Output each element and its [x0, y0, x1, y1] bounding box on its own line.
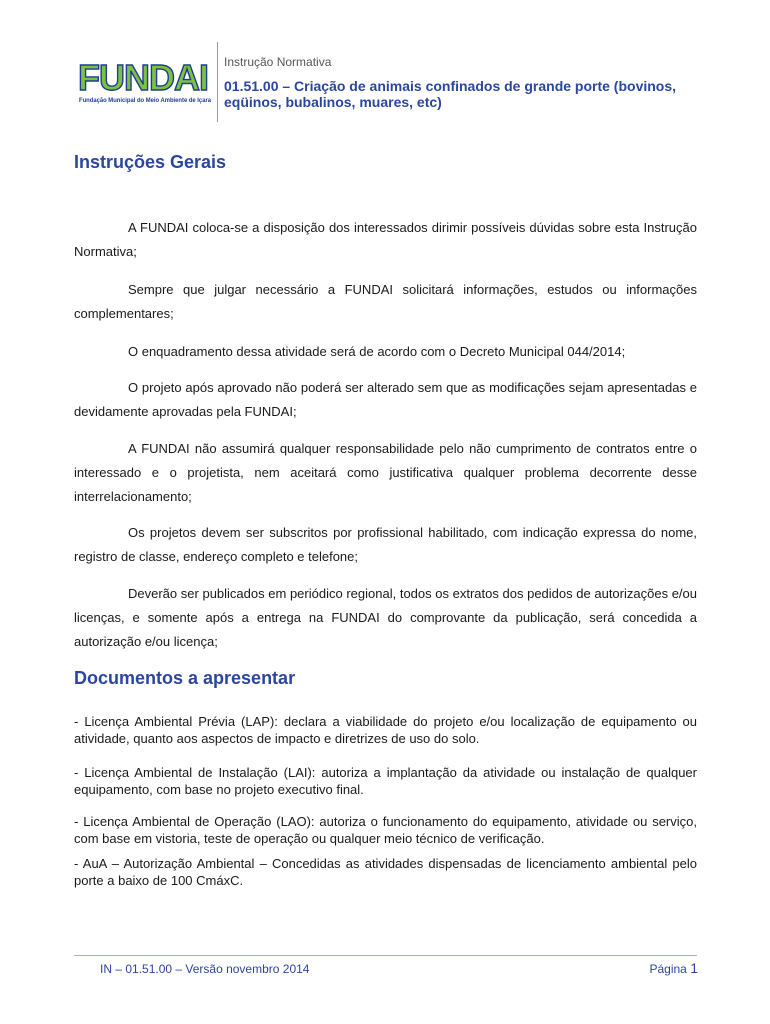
page-indicator [649, 960, 698, 976]
page-number: 1 [690, 960, 698, 976]
paragraph: Sempre que julgar necessário a FUNDAI solicitará informações, estudos ou informações complementares; [74, 282, 697, 321]
footer-divider [74, 955, 697, 956]
paragraph: Os projetos devem ser subscritos por profissional habilitado, com indicação expressa do nome, registro de classe, endereço completo e telefone; [74, 525, 697, 564]
paragraph: O enquadramento dessa atividade será de acordo com o Decreto Municipal 044/2014; [128, 344, 626, 359]
header-divider [217, 42, 218, 122]
paragraph: A FUNDAI não assumirá qualquer responsabilidade pelo não cumprimento de contratos entre o interessado e o projetista, nem aceitará como justificativa qualquer problema decorrente desse interrelacionamento; [74, 441, 697, 504]
logo-subtitle: Fundação Municipal do Meio Ambiente de Içara [79, 97, 212, 104]
section-title-documents: Documentos a apresentar [74, 668, 296, 688]
paragraph: O projeto após aprovado não poderá ser alterado sem que as modificações sejam apresentadas e devidamente aprovadas pela FUNDAI; [74, 380, 697, 419]
paragraph: Deverão ser publicados em periódico regional, todos os extratos dos pedidos de autorizações e/ou licenças, e somente após a entrega na FUNDAI do comprovante da publicação, será concedida a autorização e/ou licença; [74, 586, 697, 649]
fundai-logo [78, 58, 212, 106]
paragraph: A FUNDAI coloca-se a disposição dos interessados dirimir possíveis dúvidas sobre esta Instrução Normativa; [74, 220, 697, 259]
document-item: - AuA – Autorização Ambiental – Concedidas as atividades dispensadas de licenciamento ambiental pelo porte a baixo de 100 CmáxC. [74, 856, 697, 888]
section-title-general: Instruções Gerais [74, 152, 227, 172]
document-item: - Licença Ambiental de Instalação (LAI): autoriza a implantação da atividade ou instalação de qualquer equipamento, com base no projeto executivo final. [74, 765, 697, 797]
page-label: Página [649, 962, 687, 976]
document-title: 01.51.00 – Criação de animais confinados de grande porte (bovinos, eqüinos, bubalinos, muares, etc) [224, 78, 677, 110]
document-kind: Instrução Normativa [224, 55, 332, 69]
document-item: - Licença Ambiental de Operação (LAO): autoriza o funcionamento do equipamento, atividade ou serviço, com base em vistoria, teste de operação ou qualquer meio técnico de verificação. [74, 814, 697, 846]
footer-version: IN – 01.51.00 – Versão novembro 2014 [100, 962, 310, 976]
document-item: - Licença Ambiental Prévia (LAP): declara a viabilidade do projeto e/ou localização de equipamento ou atividade, quanto aos aspectos de impacto e diretrizes de uso do solo. [74, 714, 697, 746]
logo-wordmark: FUNDAI [78, 58, 208, 98]
